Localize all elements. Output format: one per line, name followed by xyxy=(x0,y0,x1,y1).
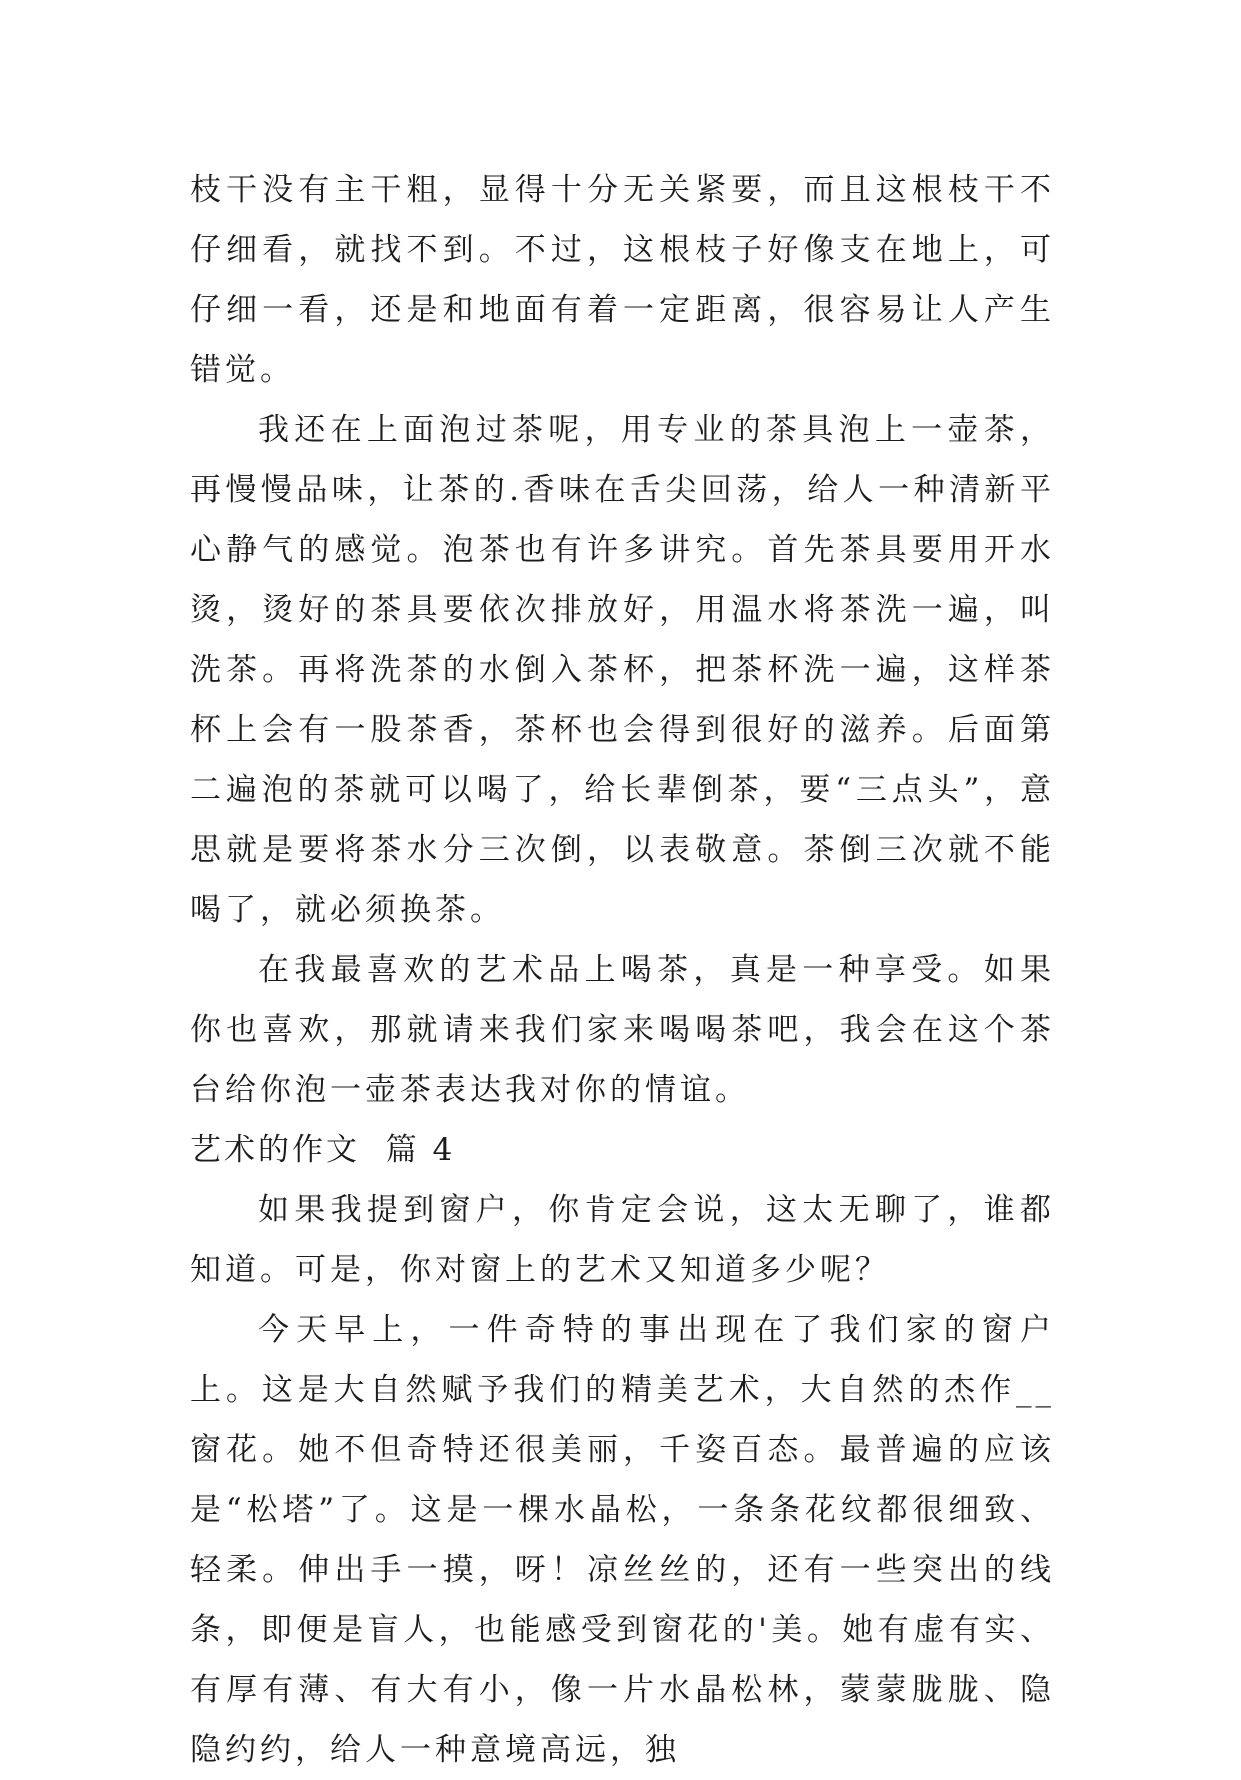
paragraph-window-frost: 今天早上，一件奇特的事出现在了我们家的窗户上。这是大自然赋予我们的精美艺术，大自然的杰作__窗花。她不但奇特还很美丽，千姿百态。最普遍的应该是“松塔”了。这是一棵水晶松，一条条花纹都很细致、轻柔。伸出手一摸，呀！凉丝丝的，还有一些突出的线条，即便是盲人，也能感受到窗花的'美。她有虚有实、有厚有薄、有大有小，像一片水晶松林，蒙蒙胧胧、隐隐约约，给人一种意境高远，独 xyxy=(190,1312,1055,1768)
document-body xyxy=(190,160,1055,1780)
paragraph-enjoy-tea: 在我最喜欢的艺术品上喝茶，真是一种享受。如果你也喜欢，那就请来我们家来喝喝茶吧，我会在这个茶台给你泡一壶茶表达我对你的情谊。 xyxy=(190,952,1055,1108)
section-heading: 艺术的作文 篇 4 xyxy=(190,1132,456,1168)
paragraph-tea-brewing: 我还在上面泡过茶呢，用专业的茶具泡上一壶茶，再慢慢品味，让茶的.香味在舌尖回荡，给人一种清新平心静气的感觉。泡茶也有许多讲究。首先茶具要用开水烫，烫好的茶具要依次排放好，用温水将茶洗一遍，叫洗茶。再将洗茶的水倒入茶杯，把茶杯洗一遍，这样茶杯上会有一股茶香，茶杯也会得到很好的滋养。后面第二遍泡的茶就可以喝了，给长辈倒茶，要“三点头”，意思就是要将茶水分三次倒，以表敬意。茶倒三次就不能喝了，就必须换茶。 xyxy=(190,412,1055,928)
paragraph-branch: 枝干没有主干粗，显得十分无关紧要，而且这根枝干不仔细看，就找不到。不过，这根枝子好像支在地上，可仔细一看，还是和地面有着一定距离，很容易让人产生错觉。 xyxy=(190,172,1055,388)
paragraph-window-intro: 如果我提到窗户，你肯定会说，这太无聊了，谁都知道。可是，你对窗上的艺术又知道多少呢？ xyxy=(190,1192,1055,1288)
